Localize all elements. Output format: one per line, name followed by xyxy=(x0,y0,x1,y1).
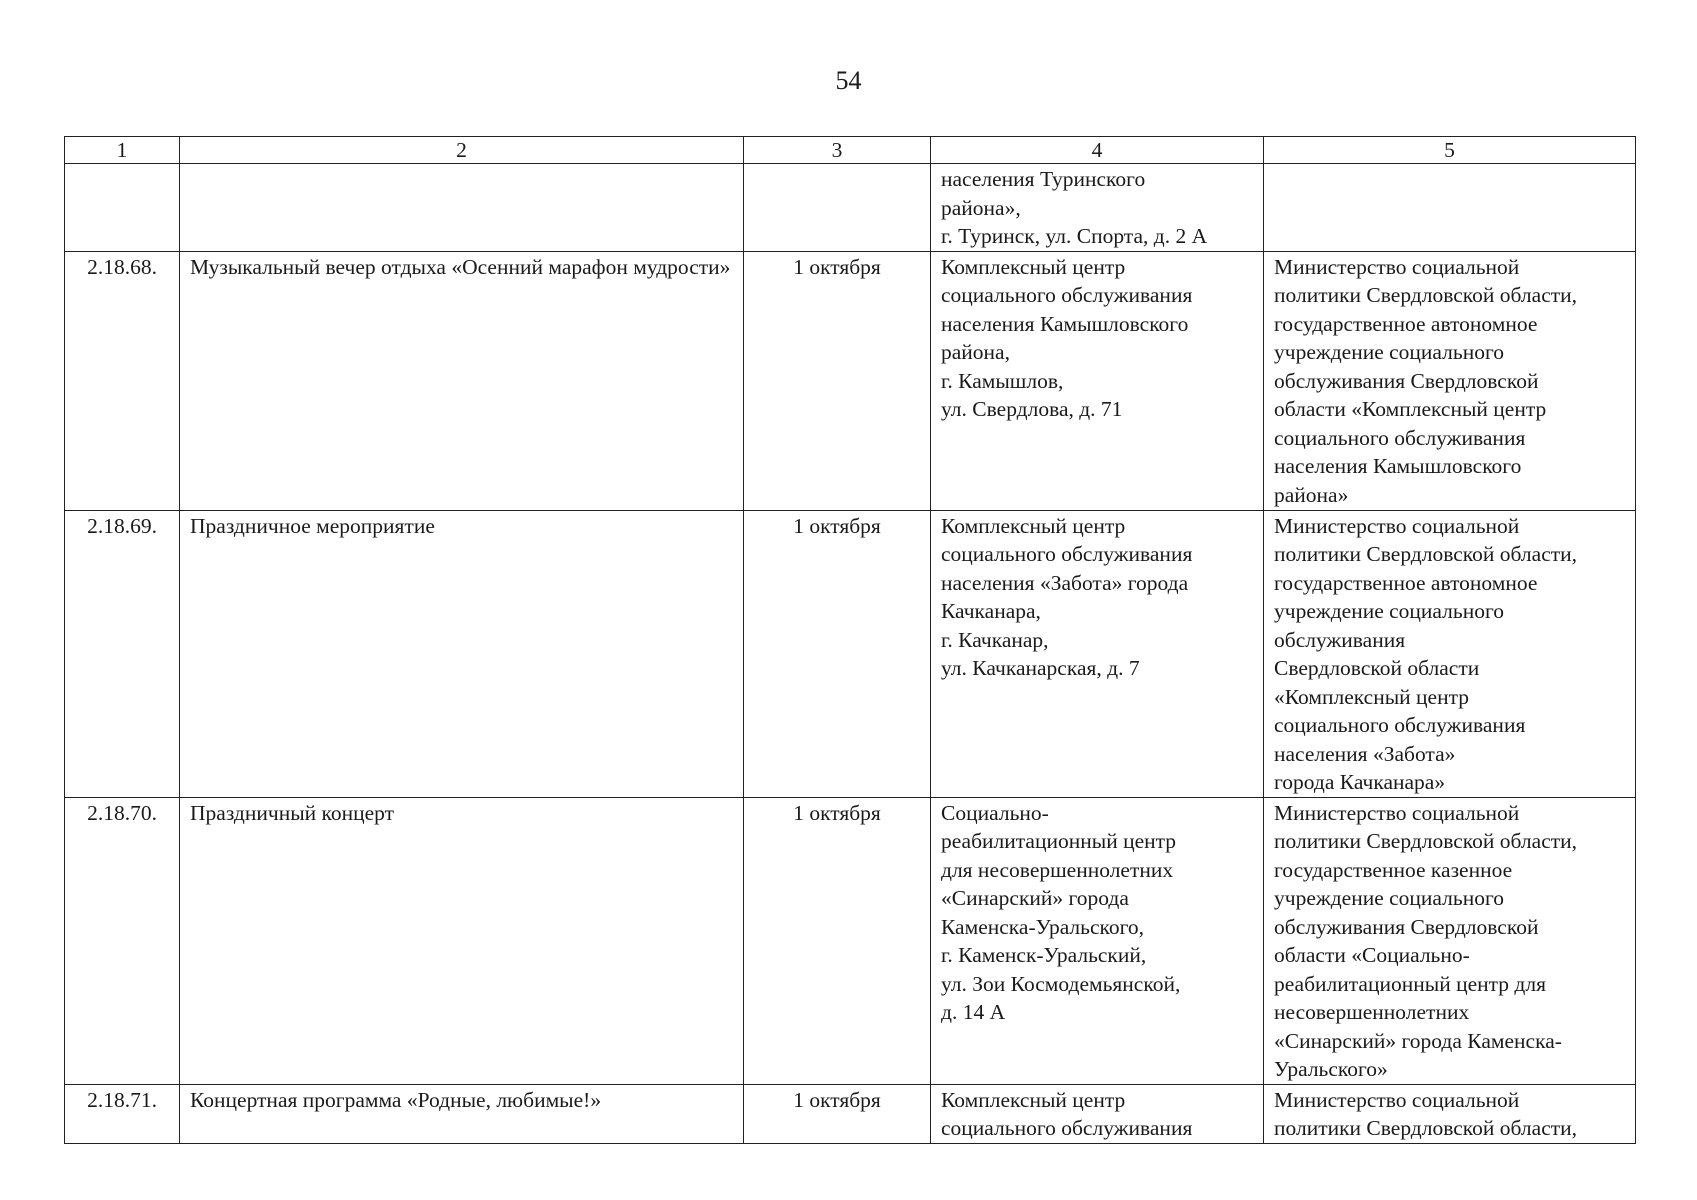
event-name-cell: Концертная программа «Родные, любимые!» xyxy=(180,1084,744,1143)
column-header: 2 xyxy=(180,137,744,164)
table-row xyxy=(65,510,1636,797)
row-number-cell: 2.18.70. xyxy=(65,797,180,1084)
column-header: 1 xyxy=(65,137,180,164)
table-row xyxy=(65,164,1636,252)
organizer-cell: Министерство социальной политики Свердловской области, xyxy=(1264,1084,1636,1143)
event-name-cell: Музыкальный вечер отдыха «Осенний марафон мудрости» xyxy=(180,251,744,510)
date-cell: 1 октября xyxy=(744,251,931,510)
page-number: 54 xyxy=(835,66,862,95)
column-header: 4 xyxy=(931,137,1264,164)
event-name-cell: Праздничный концерт xyxy=(180,797,744,1084)
date-cell: 1 октября xyxy=(744,797,931,1084)
event-name-cell xyxy=(180,164,744,252)
row-number-cell: 2.18.69. xyxy=(65,510,180,797)
date-cell xyxy=(744,164,931,252)
column-header: 5 xyxy=(1264,137,1636,164)
events-table xyxy=(64,136,1636,1144)
venue-cell: Комплексный центр социального обслуживания населения «Забота» города Качканара, г. Качканар, ул. Качканарская, д. 7 xyxy=(931,510,1264,797)
table-row xyxy=(65,1084,1636,1143)
venue-cell: населения Туринского района», г. Туринск, ул. Спорта, д. 2 А xyxy=(931,164,1264,252)
venue-cell: Комплексный центр социального обслуживания населения Камышловского района, г. Камышлов, ул. Свердлова, д. 71 xyxy=(931,251,1264,510)
row-number-cell: 2.18.68. xyxy=(65,251,180,510)
event-name-cell: Праздничное мероприятие xyxy=(180,510,744,797)
table-row xyxy=(65,251,1636,510)
date-cell: 1 октября xyxy=(744,510,931,797)
organizer-cell: Министерство социальной политики Свердловской области, государственное автономное учреждение социального обслуживания Свердловской области «Комплексный центр социального обслуживания населения «Забота» города Качканара» xyxy=(1264,510,1636,797)
organizer-cell: Министерство социальной политики Свердловской области, государственное автономное учреждение социального обслуживания Свердловской области «Комплексный центр социального обслуживания населения Камышловского района» xyxy=(1264,251,1636,510)
row-number-cell xyxy=(65,164,180,252)
table-header-row xyxy=(65,137,1636,164)
venue-cell: Комплексный центр социального обслуживания xyxy=(931,1084,1264,1143)
organizer-cell xyxy=(1264,164,1636,252)
venue-cell: Социально- реабилитационный центр для несовершеннолетних «Синарский» города Каменска-Уральского, г. Каменск-Уральский, ул. Зои Космодемьянской, д. 14 А xyxy=(931,797,1264,1084)
table-row xyxy=(65,797,1636,1084)
column-header: 3 xyxy=(744,137,931,164)
organizer-cell: Министерство социальной политики Свердловской области, государственное казенное учреждение социального обслуживания Свердловской области «Социально- реабилитационный центр для несовершеннолетних «Синарский» города Каменска- Уральского» xyxy=(1264,797,1636,1084)
date-cell: 1 октября xyxy=(744,1084,931,1143)
row-number-cell: 2.18.71. xyxy=(65,1084,180,1143)
